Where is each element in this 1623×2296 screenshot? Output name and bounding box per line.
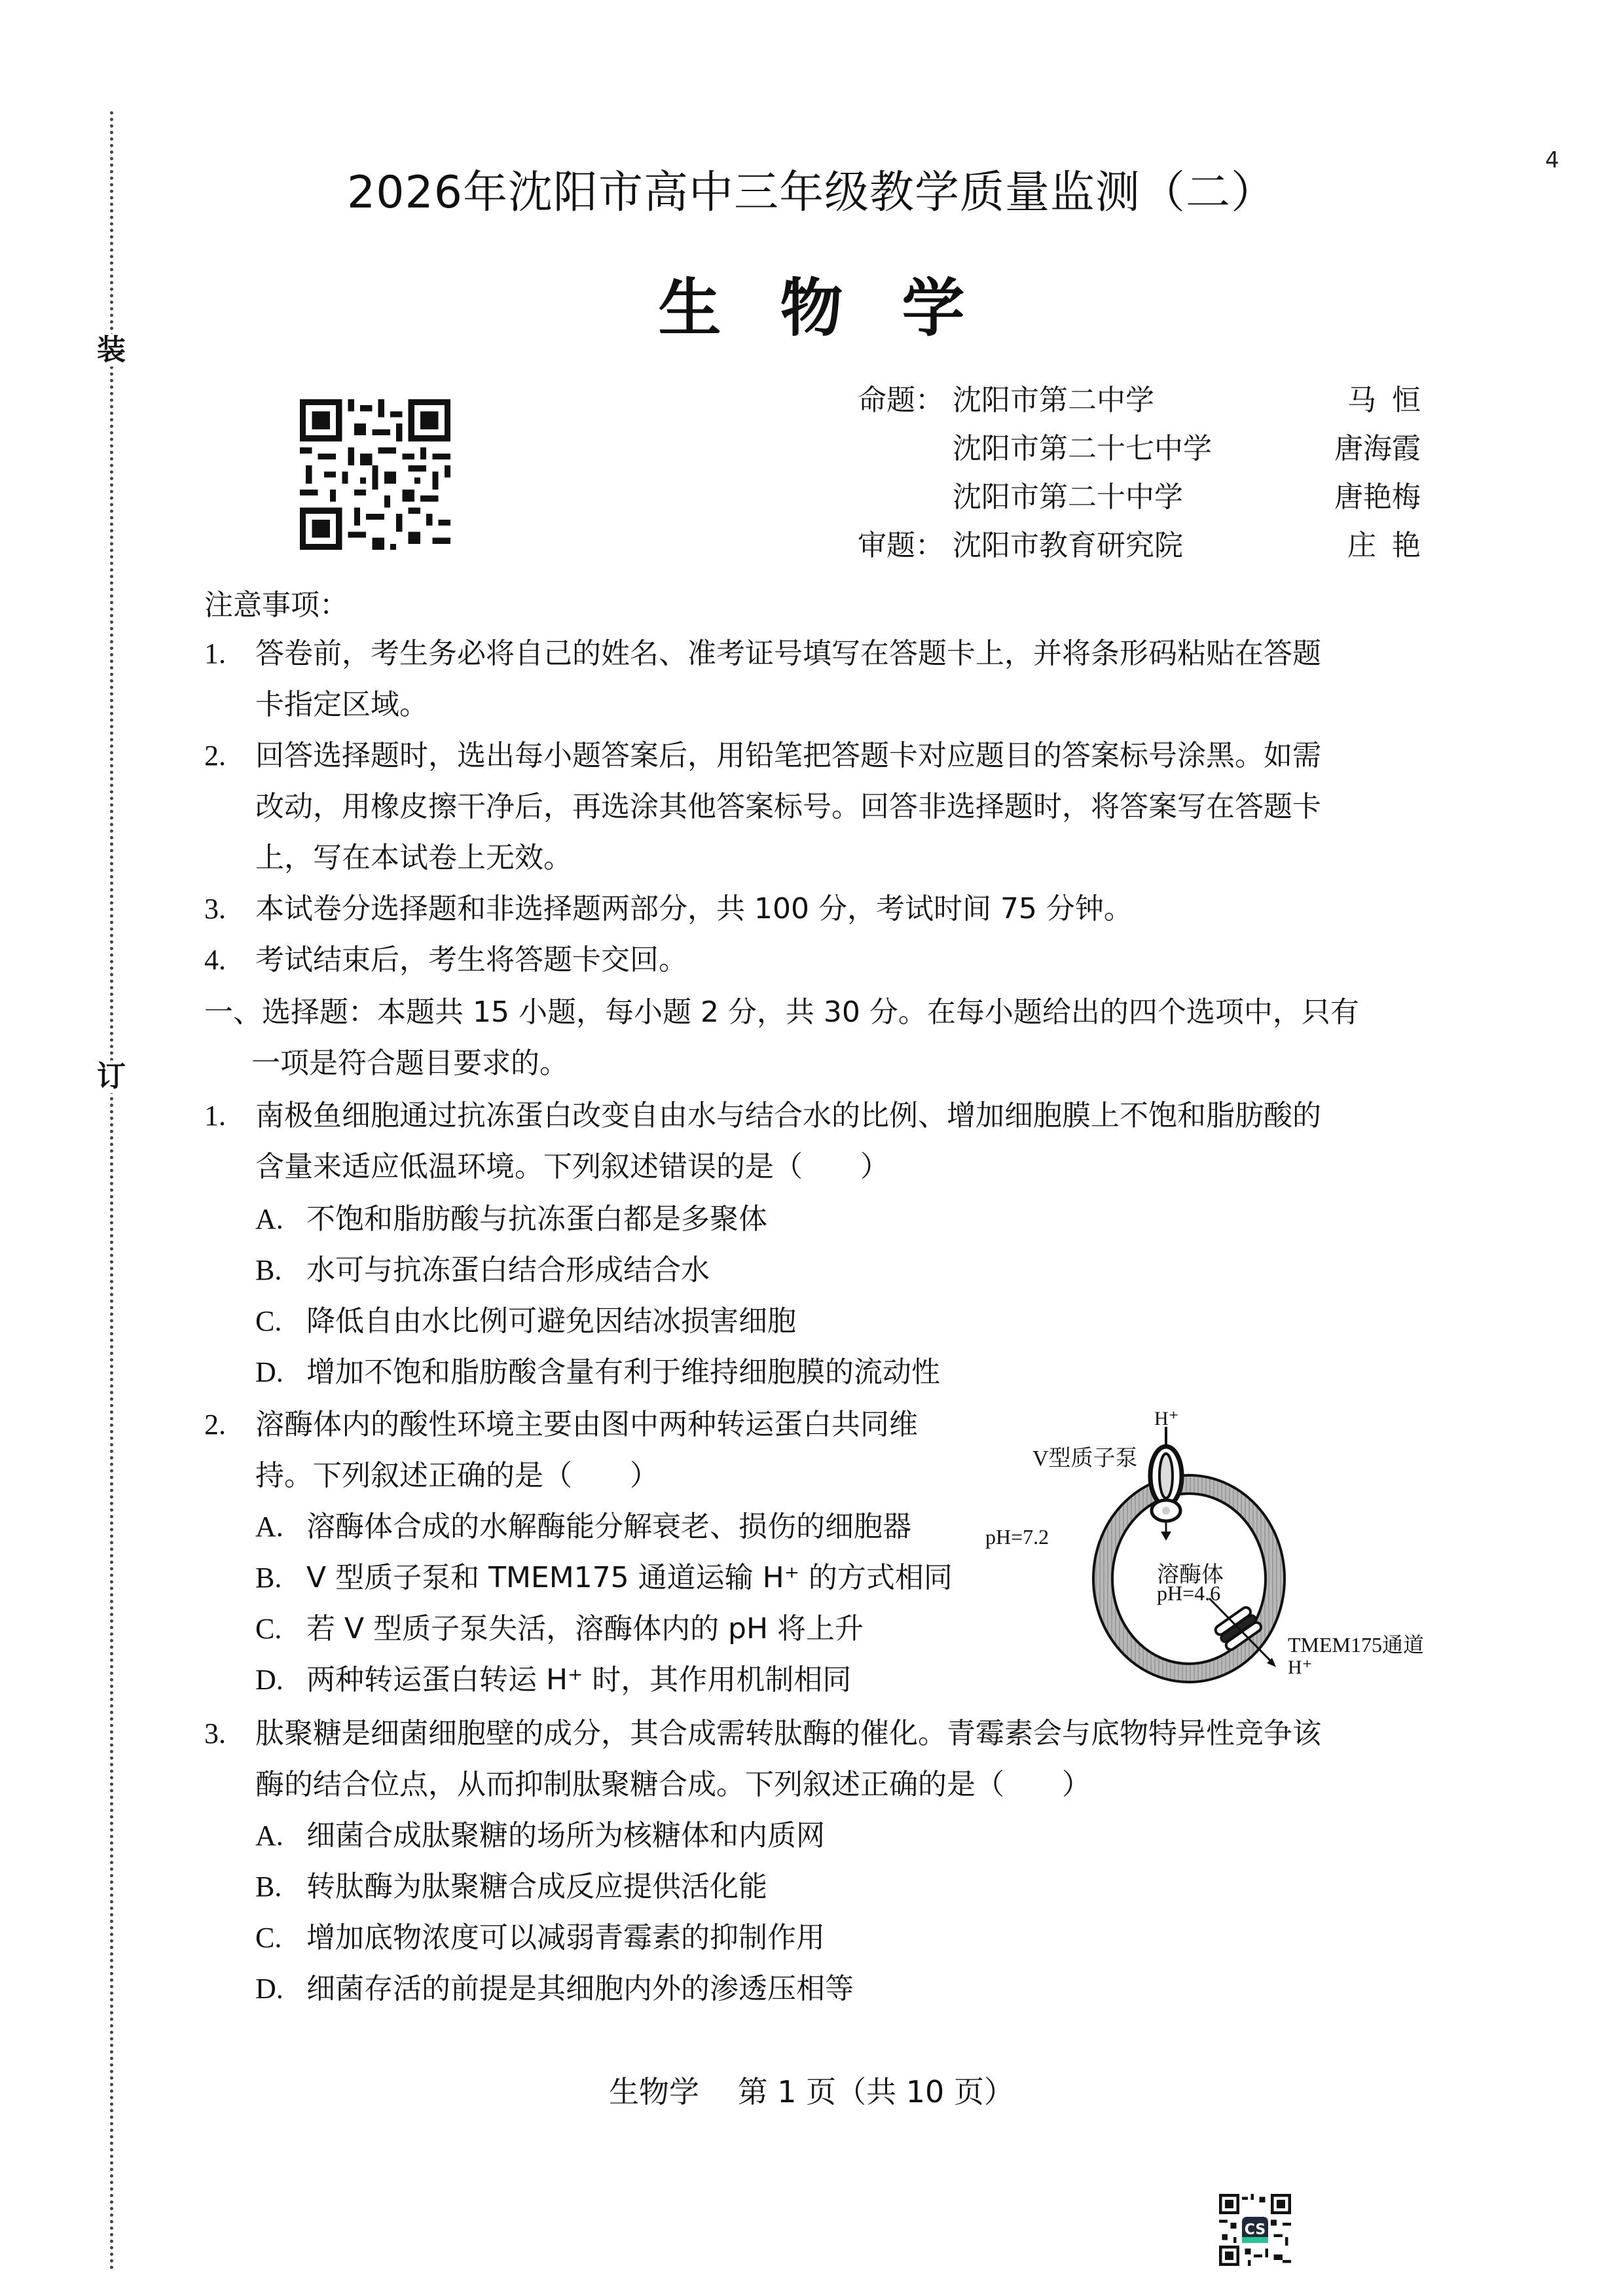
question-1-option-c[interactable] <box>255 1297 796 1339</box>
option-label: D. <box>255 1356 283 1388</box>
binding-char-top: 装 <box>95 334 128 367</box>
author-row <box>858 425 1421 473</box>
note-number: 2. <box>204 740 226 772</box>
question-number: 3. <box>204 1717 226 1749</box>
option-text: 溶酶体合成的水解酶能分解衰老、损伤的细胞器 <box>306 1510 911 1543</box>
option-label: C. <box>255 1613 282 1645</box>
question-3-option-a[interactable] <box>255 1812 825 1854</box>
question-number: 2. <box>204 1408 226 1441</box>
question-text: 肽聚糖是细菌细胞壁的成分，其合成需转肽酶的催化。青霉素会与底物特异性竞争该 <box>255 1717 1321 1750</box>
lysosome-label: 溶酶体 <box>1157 1563 1224 1587</box>
question-text: 溶酶体内的酸性环境主要由图中两种转运蛋白共同维 <box>255 1408 918 1441</box>
option-label: C. <box>255 1305 282 1337</box>
exam-title: 2026年沈阳市高中三年级教学质量监测（二） <box>346 167 1277 219</box>
tmem175-label: TMEM175通道 <box>1288 1633 1425 1657</box>
author-name: 马恒 <box>1347 384 1436 417</box>
page-footer <box>0 2068 1623 2111</box>
author-role: 命题： <box>858 384 944 417</box>
author-row <box>858 473 1421 522</box>
question-3-option-c[interactable] <box>255 1914 825 1956</box>
question-1-option-a[interactable] <box>255 1195 767 1237</box>
question-1-option-d[interactable] <box>255 1348 940 1390</box>
option-label: C. <box>255 1922 282 1954</box>
lysosome-diagram <box>985 1407 1431 1708</box>
question-3-stem-cont: 酶的结合位点，从而抑制肽聚糖合成。下列叙述正确的是（ ） <box>255 1768 1091 1801</box>
question-2-stem-cont: 持。下列叙述正确的是（ ） <box>255 1459 659 1492</box>
option-label: B. <box>255 1871 282 1903</box>
question-2-option-a[interactable] <box>255 1503 911 1545</box>
question-1-option-b[interactable] <box>255 1246 710 1288</box>
author-row <box>858 376 1436 425</box>
note-number: 3. <box>204 893 226 925</box>
option-text: 转肽酶为肽聚糖合成反应提供活化能 <box>306 1870 767 1903</box>
section-heading: 一、选择题：本题共 15 小题，每小题 2 分，共 30 分。在每小题给出的四个选项中，只有 <box>204 996 1359 1029</box>
v-pump-label: V型质子泵 <box>1032 1446 1138 1471</box>
author-name: 唐艳梅 <box>1334 480 1421 514</box>
inside-ph-label: pH=4.6 <box>1157 1581 1221 1605</box>
option-label: B. <box>255 1254 282 1286</box>
question-number: 1. <box>204 1100 226 1132</box>
question-1-stem-cont: 含量来适应低温环境。下列叙述错误的是（ ） <box>255 1150 889 1183</box>
section-heading-cont: 一项是符合题目要求的。 <box>251 1047 568 1080</box>
option-text: 增加不饱和脂肪酸含量有利于维持细胞膜的流动性 <box>306 1355 940 1389</box>
question-3-option-d[interactable] <box>255 1965 854 2007</box>
note-number: 4. <box>204 944 226 976</box>
option-label: D. <box>255 1973 283 2005</box>
ion-h-top-label: H⁺ <box>1154 1408 1179 1429</box>
note-text: 考试结束后，考生将答题卡交回。 <box>255 943 687 977</box>
question-3-stem <box>204 1710 1321 1751</box>
option-text: 细菌合成肽聚糖的场所为核糖体和内质网 <box>306 1819 825 1852</box>
cs-badge: CS <box>1244 2221 1266 2238</box>
question-text: 南极鱼细胞通过抗冻蛋白改变自由水与结合水的比例、增加细胞膜上不饱和脂肪酸的 <box>255 1099 1321 1132</box>
question-2-option-b[interactable] <box>255 1554 953 1596</box>
note-text: 本试卷分选择题和非选择题两部分，共 100 分，考试时间 75 分钟。 <box>255 892 1133 925</box>
author-role: 审题： <box>858 529 944 562</box>
scanner-watermark-qr-icon <box>1219 2194 1291 2266</box>
note-item-1-cont: 卡指定区域。 <box>255 688 428 721</box>
ion-h-bottom-label: H⁺ <box>1288 1657 1313 1678</box>
option-text: 细菌存活的前提是其细胞内外的渗透压相等 <box>306 1972 854 2005</box>
note-item-3 <box>204 885 1133 927</box>
footer-subject: 生物学 <box>609 2074 700 2109</box>
note-item-2-cont: 改动，用橡皮擦干净后，再选涂其他答案标号。回答非选择题时，将答案写在答题卡 <box>255 790 1321 823</box>
note-item-2 <box>204 732 1321 774</box>
option-label: D. <box>255 1664 283 1696</box>
note-text: 答卷前，考生务必将自己的姓名、准考证号填写在答题卡上，并将条形码粘贴在答题 <box>255 637 1321 670</box>
corner-mark: 4 <box>1545 147 1559 173</box>
option-text: 降低自由水比例可避免因结冰损害细胞 <box>306 1304 796 1338</box>
author-name: 唐海霞 <box>1334 432 1421 465</box>
question-2-option-d[interactable] <box>255 1656 851 1698</box>
footer-page-number: 第 1 页（共 10 页） <box>737 2074 1014 2109</box>
author-org: 沈阳市第二中学 <box>953 384 1154 417</box>
binding-margin-dotted-line <box>110 111 113 2271</box>
option-text: 不饱和脂肪酸与抗冻蛋白都是多聚体 <box>306 1202 767 1236</box>
question-2-option-c[interactable] <box>255 1605 864 1647</box>
option-text: 两种转运蛋白转运 H⁺ 时，其作用机制相同 <box>306 1663 852 1696</box>
author-org: 沈阳市第二十七中学 <box>953 432 1212 465</box>
author-list <box>858 376 1436 570</box>
notes-heading: 注意事项： <box>204 588 348 622</box>
qr-code-icon <box>300 397 450 552</box>
question-1-stem <box>204 1092 1321 1134</box>
note-text: 回答选择题时，选出每小题答案后，用铅笔把答题卡对应题目的答案标号涂黑。如需 <box>255 739 1321 772</box>
note-item-4 <box>204 936 687 978</box>
option-text: 增加底物浓度可以减弱青霉素的抑制作用 <box>306 1921 825 1954</box>
note-item-1 <box>204 630 1321 672</box>
author-name: 庄艳 <box>1347 529 1436 562</box>
binding-char-bottom: 订 <box>95 1060 128 1093</box>
outside-ph-label: pH=7.2 <box>985 1525 1049 1549</box>
option-label: B. <box>255 1562 282 1594</box>
note-number: 1. <box>204 637 226 670</box>
subject-title: 生物学 <box>658 272 1024 345</box>
option-label: A. <box>255 1511 283 1543</box>
option-text: 水可与抗冻蛋白结合形成结合水 <box>306 1253 710 1287</box>
author-row <box>858 522 1436 570</box>
option-text: 若 V 型质子泵失活，溶酶体内的 pH 将上升 <box>306 1612 864 1645</box>
option-label: A. <box>255 1203 283 1235</box>
question-2-stem <box>204 1401 918 1443</box>
author-org: 沈阳市第二十中学 <box>953 480 1183 514</box>
question-3-option-b[interactable] <box>255 1863 767 1905</box>
author-org: 沈阳市教育研究院 <box>953 529 1183 562</box>
option-label: A. <box>255 1820 283 1852</box>
note-item-2-cont: 上，写在本试卷上无效。 <box>255 841 572 874</box>
option-text: V 型质子泵和 TMEM175 通道运输 H⁺ 的方式相同 <box>306 1561 953 1594</box>
